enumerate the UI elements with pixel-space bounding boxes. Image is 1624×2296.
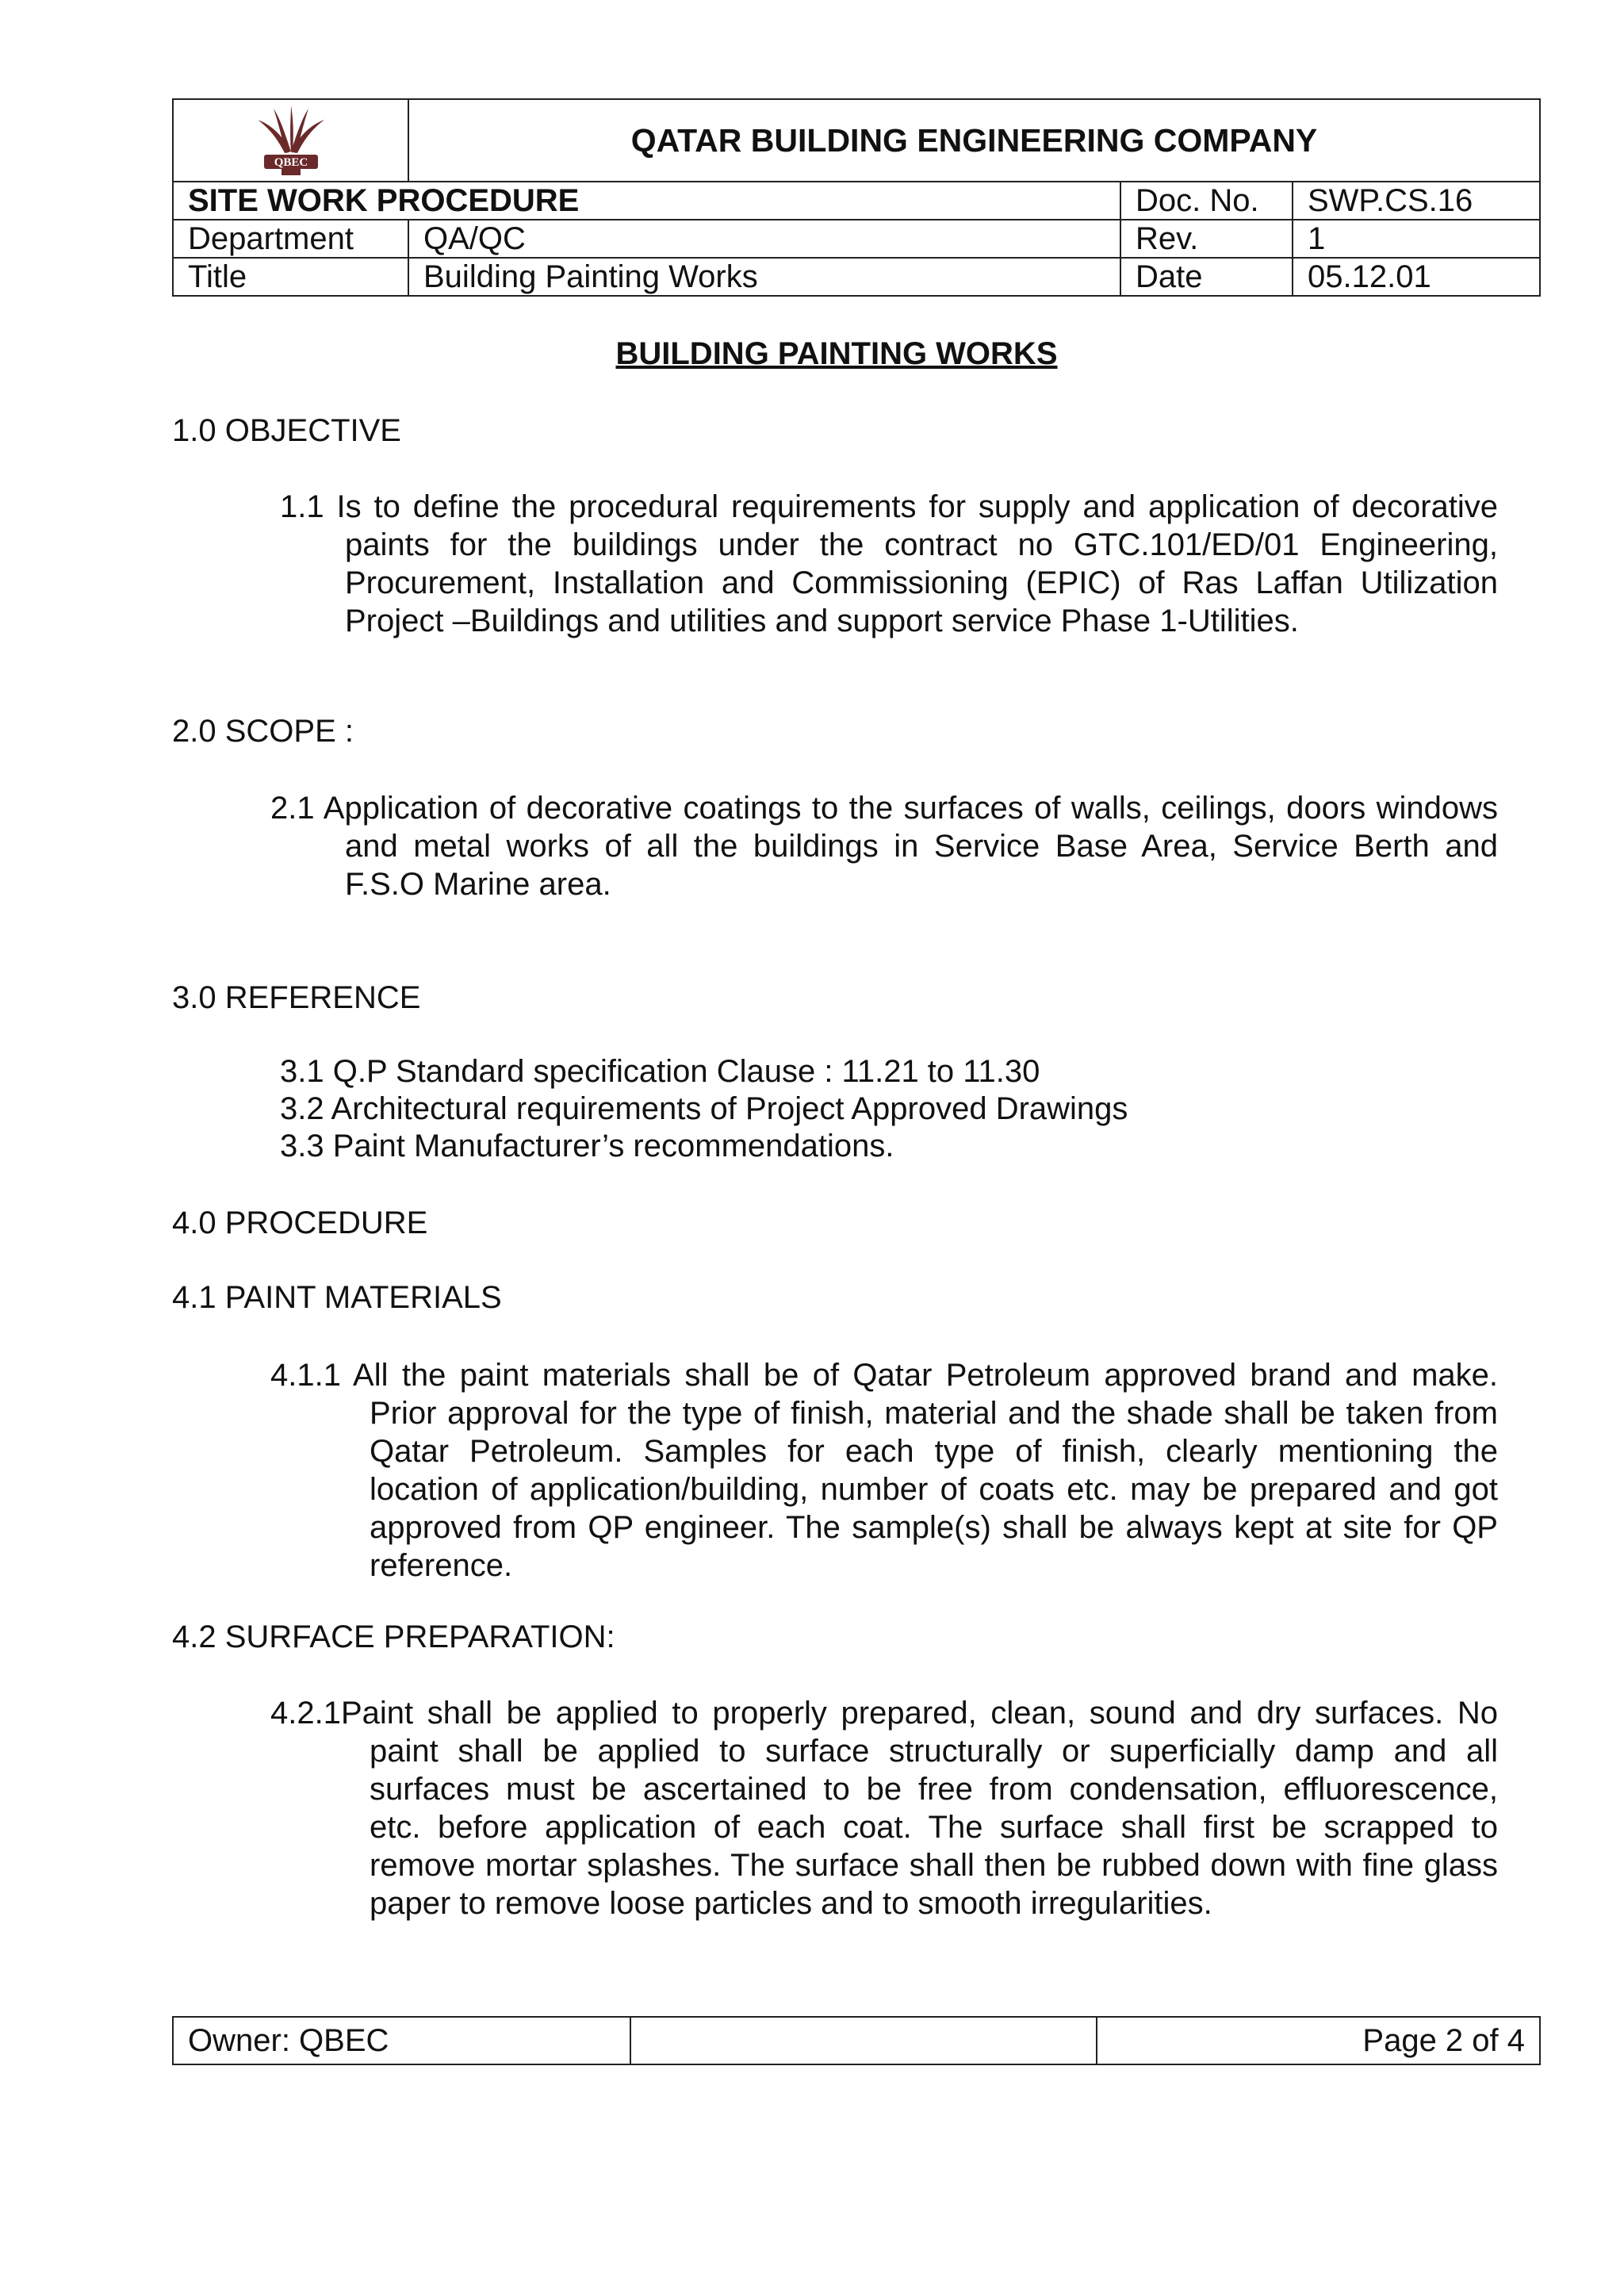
logo-text: QBEC: [274, 156, 308, 169]
objective-line: paints for the buildings under the contract no GTC.101/ED/01 Engineering,: [345, 527, 1498, 562]
reference-item: 3.3 Paint Manufacturer’s recommendations.: [280, 1129, 894, 1163]
objective-heading: 1.0 OBJECTIVE: [172, 413, 401, 448]
surface-preparation-line: 4.2.1Paint shall be applied to properly prepared, clean, sound and dry surfaces. No: [270, 1696, 1498, 1731]
paint-materials-line: reference.: [370, 1548, 513, 1583]
surface-preparation-heading: 4.2 SURFACE PREPARATION:: [172, 1619, 615, 1654]
surface-preparation-line: remove mortar splashes. The surface shall then be rubbed down with fine glass: [370, 1848, 1498, 1883]
doc-no-value: SWP.CS.16: [1293, 182, 1540, 220]
surface-preparation-line: paint shall be applied to surface structurally or superficially damp and all: [370, 1734, 1498, 1769]
title-label: Title: [173, 258, 408, 296]
company-name: QATAR BUILDING ENGINEERING COMPANY: [408, 99, 1540, 182]
paint-materials-line: Prior approval for the type of finish, material and the shade shall be taken from: [370, 1396, 1498, 1431]
reference-list: [280, 1053, 1128, 1165]
qbec-logo: [247, 102, 335, 178]
logo-cell: [173, 99, 408, 182]
surface-preparation-line: etc. before application of each coat. The surface shall first be scrapped to: [370, 1810, 1498, 1845]
date-label: Date: [1120, 258, 1293, 296]
rev-label: Rev.: [1120, 220, 1293, 258]
objective-paragraph: [280, 488, 1498, 640]
paint-materials-line: 4.1.1 All the paint materials shall be of Qatar Petroleum approved brand and make.: [270, 1358, 1498, 1393]
footer-table: [172, 2016, 1541, 2065]
objective-line: Project –Buildings and utilities and support service Phase 1-Utilities.: [345, 604, 1299, 638]
footer-owner: Owner: QBEC: [173, 2017, 630, 2064]
date-value: 05.12.01: [1293, 258, 1540, 296]
header-table: [172, 98, 1541, 297]
rev-value: 1: [1293, 220, 1540, 258]
reference-item: 3.1 Q.P Standard specification Clause : 11.21 to 11.30: [280, 1054, 1040, 1089]
footer-page-number: Page 2 of 4: [1097, 2017, 1540, 2064]
department-value: QA/QC: [408, 220, 1120, 258]
scope-paragraph: [270, 789, 1498, 903]
scope-line: and metal works of all the buildings in Service Base Area, Service Berth and: [345, 829, 1498, 864]
reference-heading: 3.0 REFERENCE: [172, 980, 421, 1015]
scope-line: F.S.O Marine area.: [345, 867, 611, 902]
paint-materials-line: Qatar Petroleum. Samples for each type of finish, clearly mentioning the: [370, 1434, 1498, 1469]
footer-middle: [630, 2017, 1097, 2064]
title-value: Building Painting Works: [408, 258, 1120, 296]
scope-line: 2.1 Application of decorative coatings to the surfaces of walls, ceilings, doors windows: [270, 791, 1498, 826]
doc-no-label: Doc. No.: [1120, 182, 1293, 220]
paint-materials-line: approved from QP engineer. The sample(s) shall be always kept at site for QP: [370, 1510, 1498, 1545]
objective-line: Procurement, Installation and Commissioning (EPIC) of Ras Laffan Utilization: [345, 565, 1498, 600]
department-label: Department: [173, 220, 408, 258]
surface-preparation-line: paper to remove loose particles and to smooth irregularities.: [370, 1886, 1212, 1921]
objective-line: 1.1 Is to define the procedural requirements for supply and application of decorative: [280, 489, 1498, 524]
surface-preparation-line: surfaces must be ascertained to be free from condensation, effluorescence,: [370, 1772, 1498, 1807]
procedure-heading: 4.0 PROCEDURE: [172, 1205, 428, 1240]
scope-heading: 2.0 SCOPE :: [172, 714, 354, 749]
procedure-type: SITE WORK PROCEDURE: [173, 182, 1120, 220]
paint-materials-paragraph: [270, 1356, 1498, 1585]
surface-preparation-paragraph: [270, 1694, 1498, 1922]
reference-item: 3.2 Architectural requirements of Project Approved Drawings: [280, 1091, 1128, 1126]
paint-materials-heading: 4.1 PAINT MATERIALS: [172, 1280, 502, 1315]
paint-materials-line: location of application/building, number of coats etc. may be prepared and got: [370, 1472, 1498, 1507]
document-title: BUILDING PAINTING WORKS: [615, 336, 1058, 371]
